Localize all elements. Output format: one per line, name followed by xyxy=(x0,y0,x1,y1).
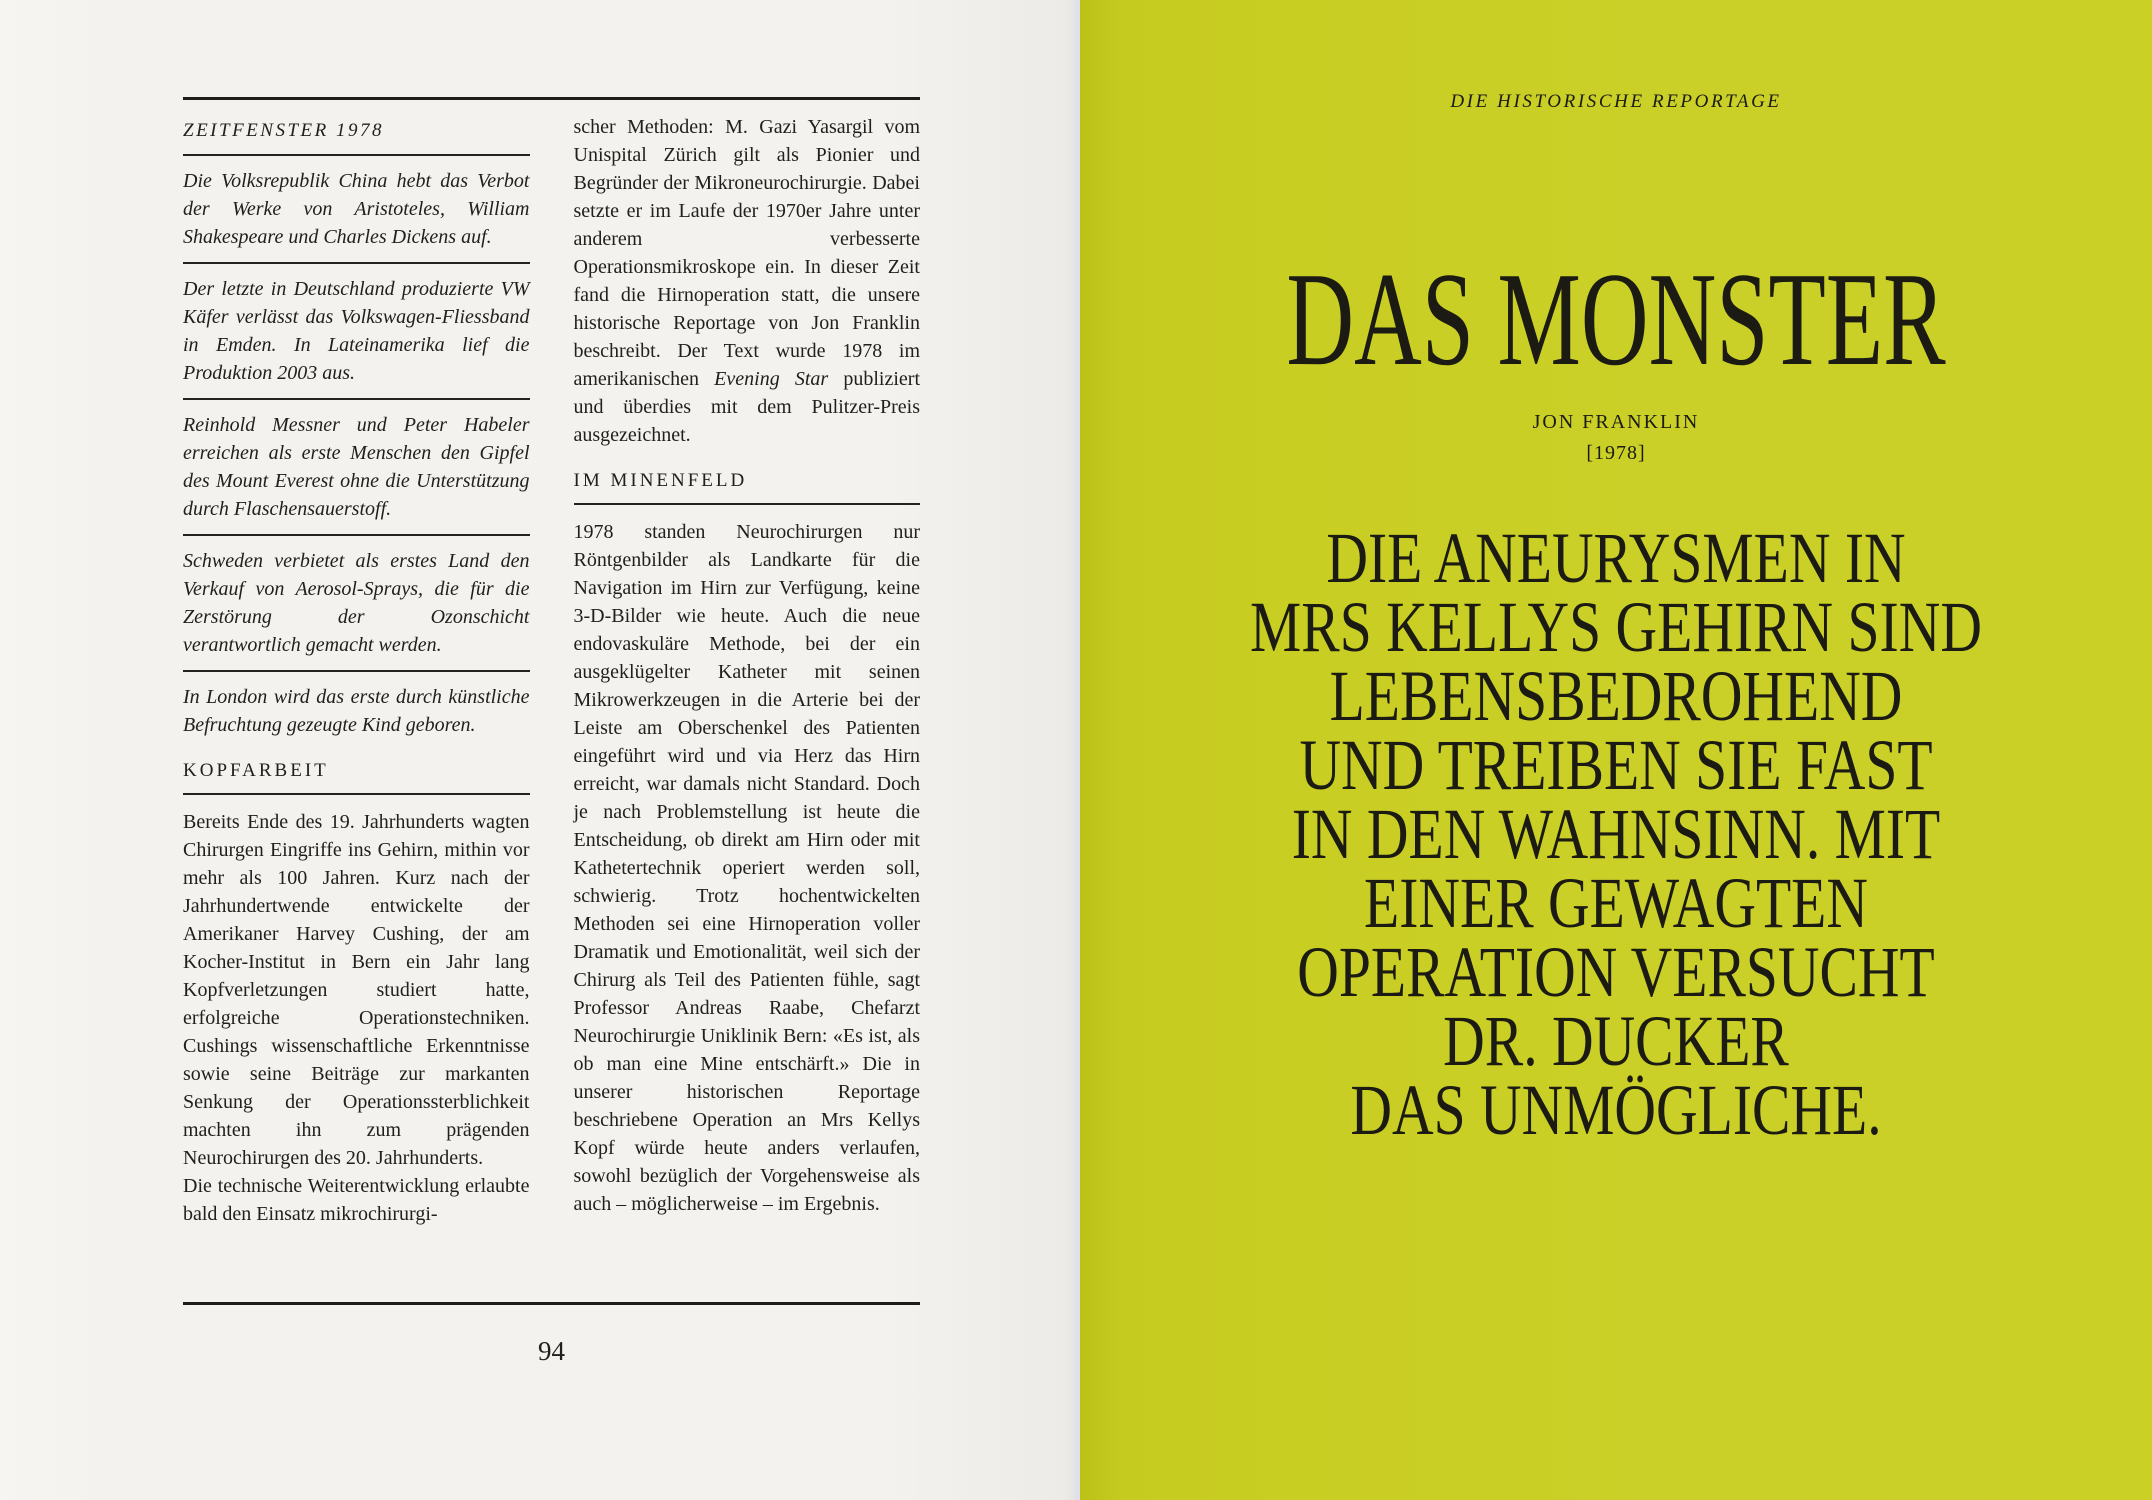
sidebar-text-block xyxy=(183,97,920,1303)
page-number: 94 xyxy=(538,1336,565,1366)
minenfeld-paragraph: 1978 standen Neurochirurgen nur Röntgenbilder als Landkarte für die Navigation im Hirn zur Verfügung, keine 3-D-Bilder wie heute. Auch die neue endovaskuläre Methode, bei der ein ausgeklügelter Katheter mit seinen Mikrowerkzeugen in die Arterie bei der Leiste am Oberschenkel des Patienten eingeführt wird und via Herz das Hirn erreicht, war damals nicht Standard. Doch je nach Problemstellung ist heute die Entscheidung, ob direkt am Hirn oder mit Kathetertechnik operiert werden soll, schwierig. Trotz hochentwickelten Methoden sei eine Hirnoperation voller Dramatik und Emotionalität, weil sich der Chirurg als Teil des Patienten fühle, sagt Professor Andreas Raabe, Chefarzt Neurochirurgie Uniklinik Bern: «Es ist, als ob man eine Mine entschärft.» Die in unserer historischen Reportage beschriebene Operation an Mrs Kellys Kopf würde heute anders verlaufen, sowohl bezüglich der Vorgehensweise als auch – möglicherweise – im Ergebnis. xyxy=(573,521,920,1215)
deck-line: LEBENSBEDROHEND xyxy=(1329,656,1903,736)
kopfarbeit-paragraph: Bereits Ende des 19. Jahrhunderts wagten Chirurgen Eingriffe ins Gehirn, mithin vor mehr als 100 Jahren. Kurz nach der Jahrhundertwende entwickelte der Amerikaner Harvey Cushing, der am Kocher-Institut in Bern ein Jahr lang Kopfverletzungen studiert hatte, erfolgreiche Operationstechniken. Cushings wissenschaftliche Erkenntnisse sowie seine Beiträge zur markanten Senkung der Operationssterblichkeit machten ihn zum prägenden Neurochirurgen des 20. Jahrhunderts. xyxy=(183,811,530,1169)
footer-rule xyxy=(183,1302,920,1305)
article-deck xyxy=(1187,518,2045,1150)
section-title-minenfeld: IM MINENFELD xyxy=(573,470,748,491)
kopfarbeit-paragraph-continued: Die technische Weiterentwicklung erlaubte bald den Einsatz mikrochirurgi- xyxy=(183,1175,530,1225)
timeline-title: ZEITFENSTER 1978 xyxy=(183,120,384,141)
deck-line: DAS UNMÖGLICHE. xyxy=(1350,1070,1882,1150)
timeline-item: Reinhold Messner und Peter Habeler erreichen als erste Menschen den Gipfel des Mount Everest ohne die Unterstützung durch Flaschensauerstoff. xyxy=(183,414,530,520)
continuation-paragraph xyxy=(574,113,921,449)
timeline-item: Der letzte in Deutschland produzierte VW Käfer verlässt das Volkswagen-Fliessband in Emden. In Lateinamerika lief die Produktion 2003 aus. xyxy=(183,278,530,384)
deck-line: OPERATION VERSUCHT xyxy=(1297,932,1935,1012)
left-page xyxy=(0,0,1075,1500)
kicker-heading: DIE HISTORISCHE REPORTAGE xyxy=(1450,91,1782,112)
deck-line: MRS KELLYS GEHIRN SIND xyxy=(1250,587,1982,667)
deck-line: DR. DUCKER xyxy=(1443,1001,1789,1081)
author-name: JON FRANKLIN xyxy=(1532,411,1700,433)
deck-line: IN DEN WAHNSINN. MIT xyxy=(1291,794,1941,874)
timeline-item: In London wird das erste durch künstliche Befruchtung gezeugte Kind geboren. xyxy=(183,686,530,736)
timeline-item: Schweden verbietet als erstes Land den Verkauf von Aerosol-Sprays, die für die Zerstörung der Ozonschicht verantwortlich gemacht werden. xyxy=(183,550,530,656)
publication-name: Evening Star xyxy=(714,368,829,390)
left-column xyxy=(183,113,530,1303)
right-column xyxy=(574,113,921,1303)
divider-rule xyxy=(183,534,530,536)
divider-rule xyxy=(183,262,530,264)
article-title: DAS MONSTER xyxy=(1286,245,1946,393)
section-title-kopfarbeit: KOPFARBEIT xyxy=(183,760,329,781)
right-page xyxy=(1080,0,2152,1500)
divider-rule xyxy=(183,793,530,795)
divider-rule xyxy=(183,670,530,672)
timeline-item: Die Volksrepublik China hebt das Verbot der Werke von Aristoteles, William Shakespeare und Charles Dickens auf. xyxy=(183,170,530,248)
publication-year: [1978] xyxy=(1586,442,1646,464)
divider-rule xyxy=(183,398,530,400)
divider-rule xyxy=(183,154,530,156)
deck-line: UND TREIBEN SIE FAST xyxy=(1299,725,1933,805)
continuation-text: scher Methoden: M. Gazi Yasargil vom Unispital Zürich gilt als Pionier und Begründer der Mikroneurochirurgie. Dabei setzte er im Laufe der 1970er Jahre unter anderem verbesserte Operationsmikroskope ein. In dieser Zeit fand die Hirnoperation statt, die unsere historische Reportage von Jon Franklin beschreibt. Der Text wurde 1978 im amerikanischen xyxy=(573,116,920,390)
divider-rule xyxy=(574,503,921,505)
continuation-text-end: publiziert und überdies mit dem Pulitzer-Preis ausgezeichnet. xyxy=(573,368,920,446)
deck-line: DIE ANEURYSMEN IN xyxy=(1326,518,1906,598)
deck-line: EINER GEWAGTEN xyxy=(1364,863,1868,943)
